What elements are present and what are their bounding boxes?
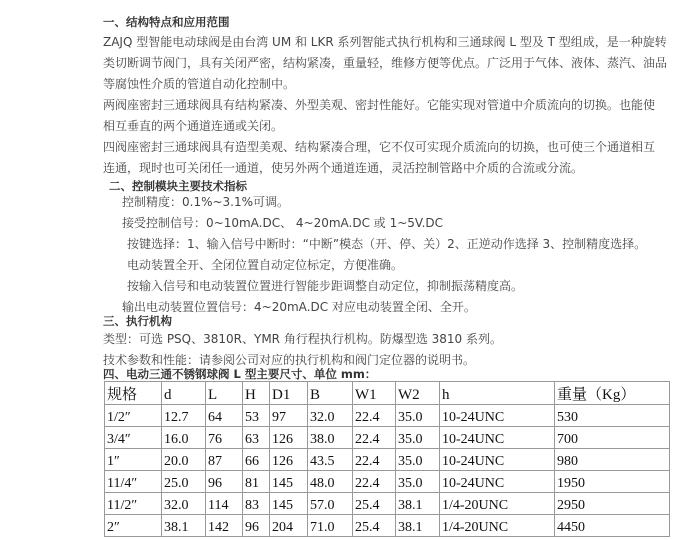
- table-header-cell: d: [162, 382, 206, 405]
- table-cell: 126: [270, 449, 308, 471]
- table-cell: 1/2″: [105, 405, 162, 427]
- table-row: [105, 471, 670, 493]
- table-cell: 126: [270, 427, 308, 449]
- s2-fully-open-closed: 电动装置全开、全闭位置自动定位标定，方便准确。: [127, 258, 404, 272]
- table-cell: 1/4-20UNC: [440, 515, 555, 537]
- s1-paragraph-1-line-2: 类切断调节阀门，具有关闭严密，结构紧凑，重量轻，维修方便等优点。广泛用于气体、液体、蒸汽、油品: [103, 56, 668, 70]
- table-row: [105, 449, 670, 471]
- table-row: [105, 515, 670, 537]
- table-cell: 35.0: [396, 405, 440, 427]
- s1-paragraph-3-line-2: 连通，现时也可关闭任一通道，使另外两个通道连通，灵活控制管路中介质的合流或分流。: [103, 161, 584, 175]
- table-header-cell: H: [243, 382, 270, 405]
- table-row: [105, 405, 670, 427]
- table-header-cell: B: [308, 382, 353, 405]
- table-cell: 11/4″: [105, 471, 162, 493]
- section-4-heading: 四、电动三通不锈钢球阀 L 型主要尺寸、单位 mm：: [103, 367, 377, 381]
- table-cell: 2950: [555, 493, 670, 515]
- table-cell: 35.0: [396, 449, 440, 471]
- table-cell: 114: [206, 493, 243, 515]
- table-cell: 38.1: [162, 515, 206, 537]
- table-cell: 25.4: [353, 493, 396, 515]
- table-cell: 145: [270, 471, 308, 493]
- table-cell: 76: [206, 427, 243, 449]
- table-cell: 66: [243, 449, 270, 471]
- s3-type-line: 类型：可选 PSQ、3810R、YMR 角行程执行机构。防爆型选 3810 系列。: [103, 332, 502, 346]
- table-cell: 71.0: [308, 515, 353, 537]
- s2-control-accuracy: 控制精度：0.1%~3.1%可调。: [122, 195, 290, 209]
- s1-paragraph-2-line-1: 两阀座密封三通球阀具有结构紧凑、外型美观、密封性能好。它能实现对管道中介质流向的切换。也能使: [103, 98, 656, 112]
- table-cell: 10-24UNC: [440, 471, 555, 493]
- table-row: [105, 427, 670, 449]
- table-cell: 12.7: [162, 405, 206, 427]
- s2-key-selection: 按键选择：1、输入信号中断时：“中断”模态（开、停、关）2、正逆动作选择 3、控制精度选择。: [127, 237, 647, 251]
- table-cell: 10-24UNC: [440, 427, 555, 449]
- section-1-heading: 一、结构特点和应用范围: [103, 15, 230, 29]
- table-cell: 10-24UNC: [440, 405, 555, 427]
- table-cell: 35.0: [396, 471, 440, 493]
- table-cell: 2″: [105, 515, 162, 537]
- table-cell: 22.4: [353, 405, 396, 427]
- table-header-cell: W2: [396, 382, 440, 405]
- table-cell: 35.0: [396, 427, 440, 449]
- table-cell: 64: [206, 405, 243, 427]
- table-cell: 530: [555, 405, 670, 427]
- table-cell: 81: [243, 471, 270, 493]
- table-cell: 25.0: [162, 471, 206, 493]
- table-header-cell: 规格: [105, 382, 162, 405]
- table-cell: 96: [243, 515, 270, 537]
- table-cell: 96: [206, 471, 243, 493]
- table-cell: 10-24UNC: [440, 449, 555, 471]
- table-cell: 1/4-20UNC: [440, 493, 555, 515]
- table-cell: 32.0: [162, 493, 206, 515]
- table-header-row: [105, 382, 670, 405]
- table-cell: 38.1: [396, 515, 440, 537]
- table-cell: 63: [243, 427, 270, 449]
- s1-paragraph-3-line-1: 四阀座密封三通球阀具有造型美观、结构紧凑合理，它不仅可实现介质流向的切换，也可使三个通道相互: [103, 140, 656, 154]
- table-header-cell: L: [206, 382, 243, 405]
- s2-smart-positioning: 按输入信号和电动装置位置进行智能步距调整自动定位，抑制振荡精度高。: [127, 279, 524, 293]
- table-cell: 43.5: [308, 449, 353, 471]
- s3-tech-params-line: 技术参数和性能：请参阅公司对应的执行机构和阀门定位器的说明书。: [103, 353, 476, 367]
- table-cell: 22.4: [353, 471, 396, 493]
- table-cell: 83: [243, 493, 270, 515]
- s1-paragraph-1-line-1: ZAJQ 型智能电动球阀是由台湾 UM 和 LKR 系列智能式执行机构和三通球阀 L 型及 T 型组成，是一种旋转: [103, 35, 667, 49]
- table-cell: 145: [270, 493, 308, 515]
- table-cell: 204: [270, 515, 308, 537]
- table-cell: 97: [270, 405, 308, 427]
- section-2-heading: 二、控制模块主要技术指标: [109, 179, 247, 193]
- table-cell: 38.1: [396, 493, 440, 515]
- table-cell: 87: [206, 449, 243, 471]
- table-cell: 22.4: [353, 449, 396, 471]
- table-cell: 32.0: [308, 405, 353, 427]
- table-cell: 4450: [555, 515, 670, 537]
- s1-paragraph-1-line-3: 等腐蚀性介质的管道自动化控制中。: [103, 77, 296, 91]
- table-header-cell: D1: [270, 382, 308, 405]
- table-cell: 20.0: [162, 449, 206, 471]
- table-cell: 11/2″: [105, 493, 162, 515]
- table-cell: 22.4: [353, 427, 396, 449]
- table-header-cell: 重量（Kg）: [555, 382, 670, 405]
- table-cell: 16.0: [162, 427, 206, 449]
- table-cell: 3/4″: [105, 427, 162, 449]
- table-cell: 48.0: [308, 471, 353, 493]
- table-cell: 25.4: [353, 515, 396, 537]
- dimension-table: [104, 381, 670, 537]
- table-cell: 1950: [555, 471, 670, 493]
- table-row: [105, 493, 670, 515]
- s1-paragraph-2-line-2: 相互垂直的两个通道连通或关闭。: [103, 119, 284, 133]
- s2-output-signal: 输出电动装置位置信号：4~20mA.DC 对应电动装置全闭、全开。: [122, 300, 476, 314]
- table-header-cell: W1: [353, 382, 396, 405]
- table-cell: 53: [243, 405, 270, 427]
- s2-input-signal: 接受控制信号：0~10mA.DC、 4~20mA.DC 或 1~5V.DC: [122, 216, 444, 230]
- table-cell: 142: [206, 515, 243, 537]
- table-cell: 700: [555, 427, 670, 449]
- table-cell: 38.0: [308, 427, 353, 449]
- table-header-cell: h: [440, 382, 555, 405]
- table-cell: 980: [555, 449, 670, 471]
- table-cell: 57.0: [308, 493, 353, 515]
- section-3-heading: 三、执行机构: [103, 314, 172, 328]
- table-cell: 1″: [105, 449, 162, 471]
